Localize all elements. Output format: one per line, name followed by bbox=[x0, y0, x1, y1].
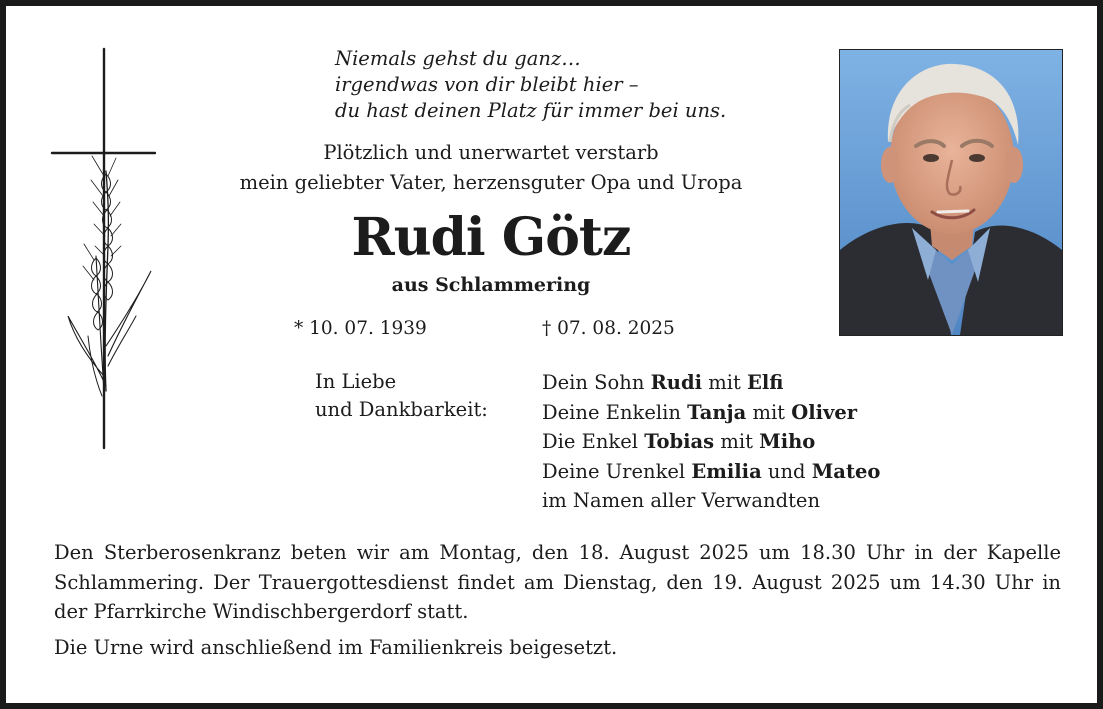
mourner-line bbox=[542, 486, 880, 516]
service-information bbox=[54, 538, 1061, 662]
birth-date: * 10. 07. 1939 bbox=[294, 318, 427, 339]
announcement-text bbox=[156, 138, 826, 198]
portrait-illustration bbox=[840, 50, 1062, 335]
mourner-text: mit bbox=[714, 430, 760, 453]
verse-line: du hast deinen Platz für immer bei uns. bbox=[335, 99, 727, 122]
cross-with-wheat-icon bbox=[46, 46, 156, 451]
memorial-verse bbox=[335, 46, 726, 124]
mourner-name: Miho bbox=[759, 430, 816, 453]
mourner-line bbox=[542, 368, 880, 398]
verse-line: Niemals gehst du ganz… bbox=[335, 47, 581, 70]
mourner-text: Die Enkel bbox=[542, 430, 645, 453]
mourner-line bbox=[542, 427, 880, 457]
mourner-text: Dein Sohn bbox=[542, 371, 651, 394]
service-text: Den Sterberosenkranz beten wir am Montag, den 18. August 2025 um 18.30 Uhr in der Kapelle Schlammering. Der Trauergottesdienst findet am Dienstag, den 19. August 2025 um 14.30 Uhr in der Pfarrkirche Windischbergerdorf statt. bbox=[54, 541, 1061, 623]
mourner-text: mit bbox=[702, 371, 747, 394]
portrait-photo bbox=[839, 49, 1063, 336]
death-date: † 07. 08. 2025 bbox=[542, 318, 675, 339]
mourner-name: Mateo bbox=[811, 459, 881, 483]
mourner-name: Elfi bbox=[747, 371, 784, 394]
mourner-name: Emilia bbox=[691, 459, 762, 483]
mourner-text: Deine Urenkel bbox=[542, 459, 692, 483]
mourner-name: Rudi bbox=[650, 371, 703, 394]
mourner-name: Oliver bbox=[791, 400, 858, 424]
mourner-text: und bbox=[761, 459, 812, 483]
greeting bbox=[315, 368, 488, 424]
mourner-text: mit bbox=[746, 400, 792, 424]
mourner-line bbox=[542, 457, 880, 487]
greeting-line: und Dankbarkeit: bbox=[315, 398, 488, 421]
mourner-line bbox=[542, 398, 880, 428]
announcement-line: mein geliebter Vater, herzensguter Opa und Uropa bbox=[239, 171, 743, 194]
mourner-text: im Namen aller Verwandten bbox=[542, 489, 821, 512]
deceased-origin: aus Schlammering bbox=[391, 274, 591, 296]
mourners-list bbox=[542, 368, 880, 516]
announcement-line: Plötzlich und unerwartet verstarb bbox=[323, 141, 659, 164]
deceased-name: Rudi Götz bbox=[351, 207, 631, 268]
mourner-name: Tanja bbox=[687, 400, 747, 424]
mourner-name: Tobias bbox=[644, 430, 715, 453]
burial-text: Die Urne wird anschließend im Familienkreis beigesetzt. bbox=[54, 635, 618, 659]
mourner-text: Deine Enkelin bbox=[542, 400, 688, 424]
greeting-line: In Liebe bbox=[315, 370, 397, 393]
verse-line: irgendwas von dir bleibt hier – bbox=[335, 73, 639, 96]
